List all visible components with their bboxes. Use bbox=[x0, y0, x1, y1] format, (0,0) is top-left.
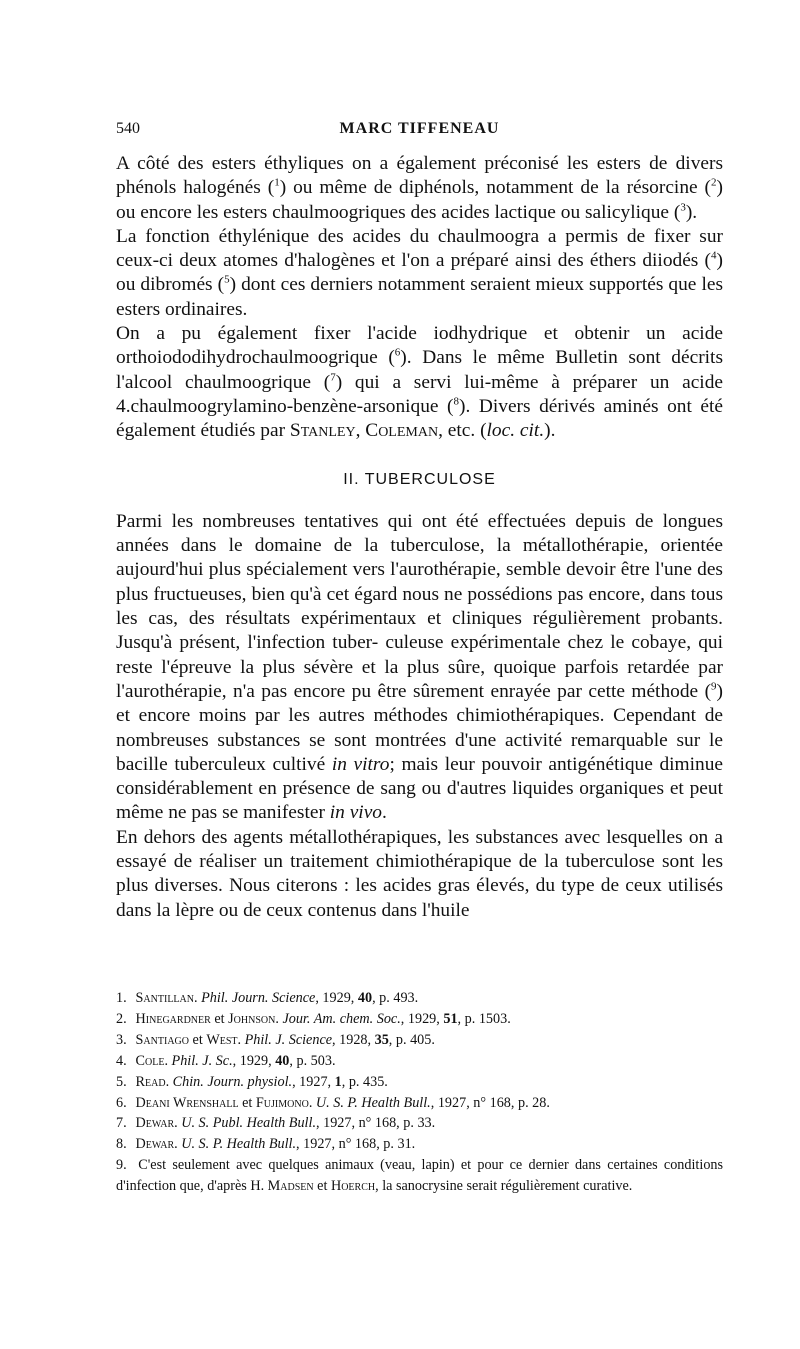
paragraph: A côté des esters éthyliques on a également préconisé les esters de divers phénols halogénés ($^1$) ou même de diphénols, notamment de la résorcine ($^2$) ou encore les esters chaulmoogriques des acides lactique ou salicylique ($^3$). bbox=[116, 153, 723, 223]
footnote: 9. C'est seulement avec quelques animaux (veau, lapin) et pour ce dernier dans certaines conditions d'infection que, d'après H. Madsen et Hoerch, la sanocrysine serait régulièrement curative. bbox=[116, 1157, 724, 1195]
footnote-ref: 7 bbox=[330, 371, 336, 384]
footnotes bbox=[116, 988, 723, 1197]
footnote: 6. Deani Wrenshall et Fujimono. U. S. P. Health Bull., 1927, n° 168, p. 28. bbox=[116, 1094, 550, 1111]
footnote: 1. Santillan. Phil. Journ. Science, 1929, 40, p. 493. bbox=[116, 990, 419, 1006]
footnote: 3. Santiago et West. Phil. J. Science, 1928, 35, p. 405. bbox=[116, 1031, 435, 1048]
footnote: 7. Dewar. U. S. Publ. Health Bull., 1927, n° 168, p. 33. bbox=[116, 1115, 436, 1132]
footnote: 2. Hinegardner et Johnson. Jour. Am. chem. Soc., 1929, 51, p. 1503. bbox=[116, 1010, 511, 1027]
footnote-ref: 1 bbox=[274, 176, 280, 189]
footnote-ref: 5 bbox=[224, 274, 230, 287]
footnote: 4. Cole. Phil. J. Sc., 1929, 40, p. 503. bbox=[116, 1052, 336, 1069]
paragraph: Parmi les nombreuses tentatives qui ont été effectuées depuis de longues années dans le domaine de la tuberculose, la métallothérapie, orientée aujourd'hui plus spécialement vers l'aurothérapie, semble devoir être l'une des plus fructueuses, bien qu'à cet égard nous ne possédions pas encore, dans tous les cas, des résultats expérimentaux et cliniques régulièrement probants. Jusqu'à présent, l'infection tuber- culeuse expérimentale chez le cobaye, qui reste l'épreuve la plus sévère et la plus sûre, quoique parfois retardée par l'aurothérapie, n'a pas encore pu être sûrement enrayée par cette méthode ($^9$) et encore moins par les autres méthodes chimiothérapiques. Cependant de nombreuses substances se sont montrées d'une activité remarquable sur le bacille tuberculeux cultivé in vitro; mais leur pouvoir antigénétique diminue considérablement en présence de sang ou d'autres liquides organiques et peut même ne pas se manifester in vivo. bbox=[116, 510, 724, 824]
footnote-ref: 4 bbox=[711, 249, 717, 262]
footnote: 8. Dewar. U. S. P. Health Bull., 1927, n° 168, p. 31. bbox=[116, 1136, 416, 1153]
footnote-ref: 2 bbox=[711, 176, 717, 189]
footnote-ref: 9 bbox=[711, 680, 717, 693]
running-head-author: MARC TIFFENEAU bbox=[339, 120, 500, 137]
author-name: Coleman bbox=[365, 420, 439, 442]
paragraph: En dehors des agents métallothérapiques, les substances avec lesquelles on a essayé de réaliser un traitement chimiothérapique de la tuberculose sont les plus diverses. Nous citerons : les acides gras élevés, du type de ceux utilisés dans la lèpre ou de ceux contenus dans l'huile bbox=[116, 826, 724, 921]
footnote: 5. Read. Chin. Journ. physiol., 1927, 1, p. 435. bbox=[116, 1073, 388, 1090]
footnote-ref: 6 bbox=[394, 346, 401, 359]
author-name: Stanley bbox=[289, 420, 356, 442]
running-header bbox=[116, 120, 723, 140]
page-number: 540 bbox=[116, 120, 140, 137]
paragraph: La fonction éthylénique des acides du chaulmoogra a permis de fixer sur ceux-ci deux atomes d'halogènes et l'on a préparé ainsi des éthers diiodés ($^4$) ou dibromés ($^5$) dont ces derniers notamment seraient mieux supportés que les esters ordinaires. bbox=[116, 225, 723, 320]
paragraph: On a pu également fixer l'acide iodhydrique et obtenir un acide orthoiododihydrochaulmoogrique ($^6$). Dans le même Bulletin sont décrits l'alcool chaulmoogrique ($^7$) qui a servi lui-même à préparer un acide 4.chaulmoogrylamino-benzène-arsonique ($^8$). Divers dérivés aminés ont été également étudiés par Stanley, Coleman, etc. (loc. cit.). bbox=[116, 323, 723, 442]
footnote-ref: 8 bbox=[453, 395, 460, 408]
section-heading: II. TUBERCULOSE bbox=[343, 470, 496, 488]
footnote-ref: 3 bbox=[680, 201, 686, 214]
main-text bbox=[116, 152, 723, 923]
